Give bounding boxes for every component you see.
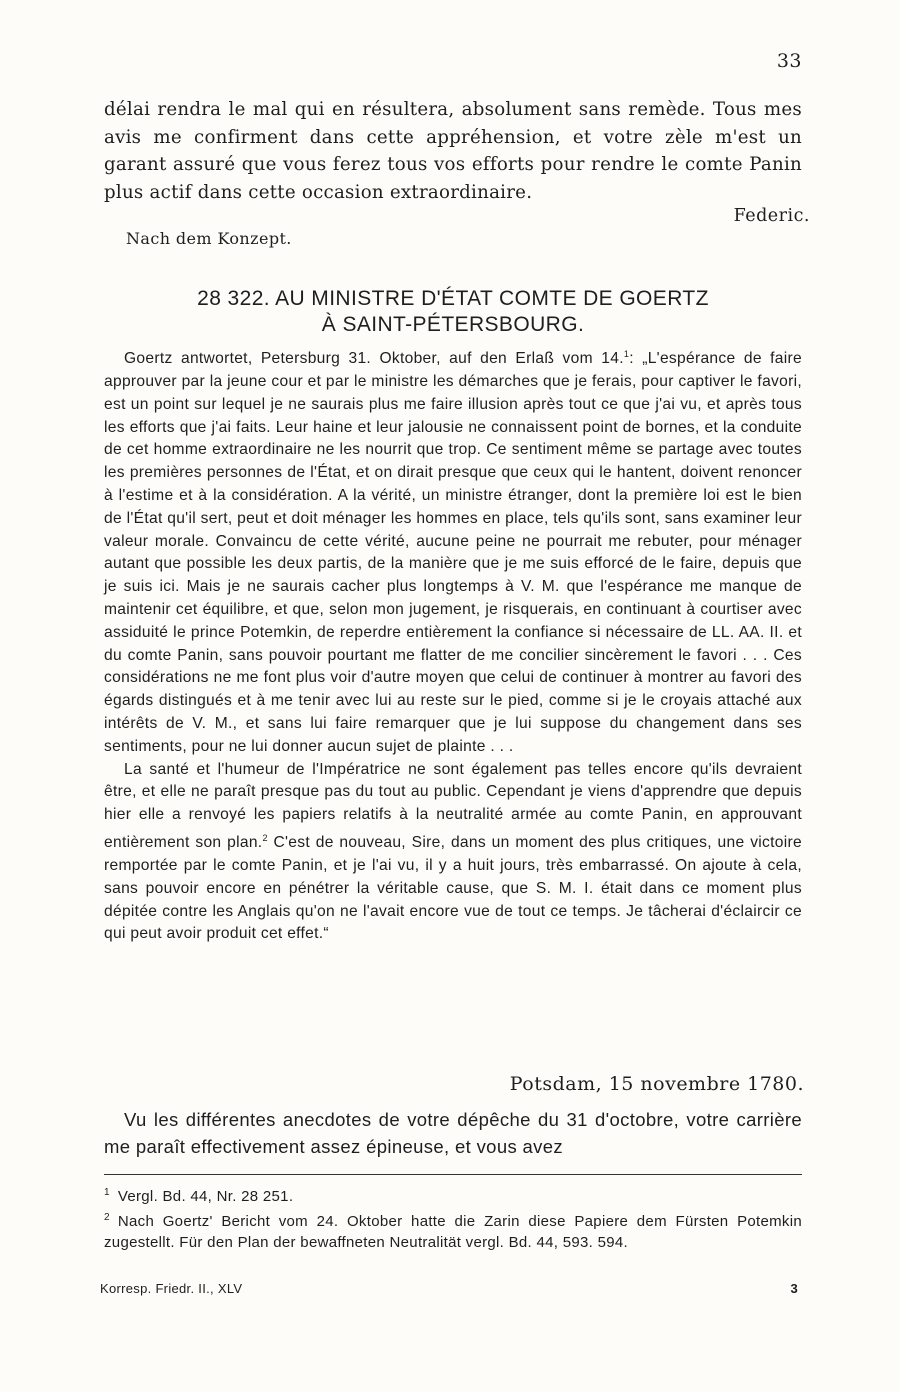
footnote-mark-2: 2 (104, 1212, 110, 1223)
document-heading (104, 286, 802, 338)
footer-sheet-number: 3 (790, 1281, 798, 1296)
footnotes (104, 1182, 802, 1253)
footnote-divider (104, 1174, 802, 1175)
signature: Federic. (733, 206, 810, 226)
excerpt-paragraph-2 (104, 759, 802, 947)
footnote-text-2: Nach Goertz' Bericht vom 24. Oktober hatte die Zarin diese Papiere dem Fürsten Potemkin zugestellt. Für den Plan der bewaffneten Neutralität vergl. Bd. 44, 593. 594. (104, 1213, 802, 1251)
excerpt-paragraph-1 (104, 343, 802, 759)
footer-signature: Korresp. Friedr. II., XLV (100, 1281, 243, 1296)
dateline: Potsdam, 15 novembre 1780. (509, 1073, 804, 1095)
excerpt-p2-text-b: C'est de nouveau, Sire, dans un moment des plus critiques, une victoire remportée par le comte Panin, et je l'ai vu, il y a huit jours, très embarrassé. On ajoute à cela, sans pouvoir encore en pénétrer la véritable cause, que S. M. I. était dans ce moment plus dépitée contre les Anglais qu'on ne l'avait encore vue de tout ce temps. Je tâcherai d'éclaircir ce qui peut avoir produit cet effet.“ (104, 834, 802, 943)
report-excerpt (104, 343, 802, 946)
footnote-mark-1: 1 (104, 1187, 110, 1198)
excerpt-p1-text-b: : „L'espérance de faire approuver par la jeune cour et par le ministre les démarches que je ferais, pour captiver le favori, est un point sur lequel je ne saurais plus me faire illusion après tout ce que j'ai vu, et après tous les efforts que j'ai faits. Leur haine et leur jalousie ne connaissent point de bornes, et la conduite de cet homme extraordinaire ne les nourrit que trop. Ce sentiment même se partage avec toutes les premières personnes de l'État, et on dirait presque que ceux qui le hantent, doivent renoncer à l'estime et à la considération. A la vérité, un ministre étranger, dont la première loi est le bien de l'État qu'il sert, peut et doit ménager les hommes en place, tels qu'ils sont, sans examiner leur valeur morale. Convaincu de cette vérité, aucune peine ne pourrait me rebuter, pour ménager autant que possible les deux partis, de la manière que je me suis efforcé de le faire, depuis que je suis ici. Mais je ne saurais cacher plus longtemps à V. M. que l'espérance me manque de maintenir cet équilibre, et que, selon mon jugement, je risquerais, en continuant à courtiser avec assiduité le prince Potemkin, de reperdre entièrement la confiance si nécessaire de LL. AA. II. et du comte Panin, sans pouvoir pourtant me flatter de me concilier sincèrement le favori . . . Ces considérations ne me font plus voir d'autre moyen que celui de continuer à montrer au favori des égards distingués et à me tenir avec lui au reste sur le pied, comme si je le croyais attaché aux intérêts de V. M., et sans lui faire remarquer que je lui suppose du changement dans ses sentiments, pour ne lui donner aucun sujet de plainte . . . (104, 350, 802, 755)
source-note: Nach dem Konzept. (126, 229, 292, 248)
footnote-1 (104, 1182, 802, 1207)
footnote-text-1: Vergl. Bd. 44, Nr. 28 251. (117, 1188, 294, 1205)
heading-line-1: 28 322. AU MINISTRE D'ÉTAT COMTE DE GOERTZ (197, 287, 709, 310)
reply-paragraph: Vu les différentes anecdotes de votre dépêche du 31 d'octobre, votre carrière me paraît effectivement assez épineuse, et vous avez (104, 1109, 802, 1157)
footnote-ref-2: 2 (262, 832, 268, 843)
footnote-ref-1: 1 (623, 349, 630, 359)
footnote-2 (104, 1207, 802, 1253)
continued-letter (104, 96, 802, 206)
top-paragraph: délai rendra le mal qui en résultera, absolument sans remède. Tous mes avis me confirment dans cette appréhension, et votre zèle m'est un garant assuré que vous ferez tous vos efforts pour rendre le comte Panin plus actif dans cette occasion extraordinaire. (104, 99, 802, 203)
excerpt-p2-text-a: La santé et l'humeur de l'Impératrice ne sont également pas telles encore qu'ils devraient être, et elle ne paraît presque pas du tout au public. Cependant je viens d'apprendre que depuis hier elle a renvoyé les papiers relatifs à la neutralité armée au comte Panin, en approuvant entièrement son plan. (104, 760, 802, 852)
excerpt-p1-text-a: Goertz antwortet, Petersburg 31. Oktober, auf den Erlaß vom 14. (124, 350, 624, 368)
heading-line-2: À SAINT-PÉTERSBOURG. (321, 313, 585, 336)
page-number: 33 (776, 50, 802, 72)
